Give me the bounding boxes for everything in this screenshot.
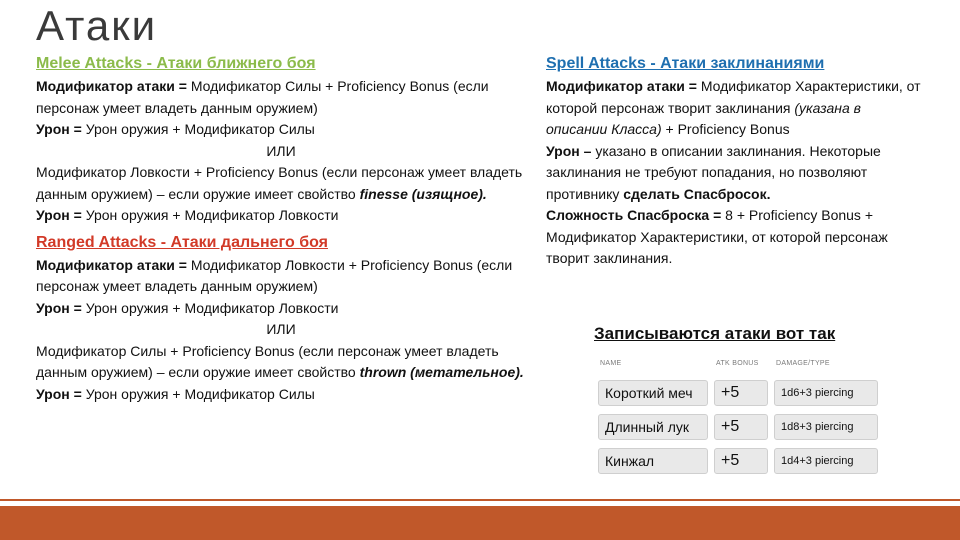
row-name: Длинный лук [598,414,708,440]
header-damage: DAMAGE/TYPE [776,360,830,367]
right-column [546,52,926,270]
ranged-or: ИЛИ [266,321,296,337]
text: Модификатор Ловкости + Proficiency Bonus (если персонаж умеет владеть данным оружием) – если оружие имеет свойство [36,164,523,202]
ranged-thrown-damage [36,384,526,406]
page-title: Атаки [36,2,158,49]
row-name: Короткий меч [598,380,708,406]
label: Сложность Спасброска = [546,207,726,223]
label: Модификатор атаки = [36,256,191,273]
row-damage: 1d6+3 piercing [774,380,878,406]
label: Урон = [36,207,86,223]
spell-damage [546,141,926,206]
left-column [36,52,526,405]
row-damage: 1d4+3 piercing [774,448,878,474]
text: Урон оружия + Модификатор Ловкости [85,207,339,223]
text: Модификатор Силы + Proficiency Bonus (если персонаж умеет владеть данным оружием) [36,78,489,116]
class-note: (указана в описании Класса) [546,99,861,137]
thrown-term: thrown (метательное). [359,364,524,380]
text: Модификатор Силы + Proficiency Bonus (если персонаж умеет владеть данным оружием) – если оружие имеет свойство [36,342,499,380]
text: Урон оружия + Модификатор Ловкости [85,299,339,316]
finesse-term: finesse (изящное). [359,185,487,202]
row-bonus: +5 [714,380,768,406]
footer-bar [0,506,960,540]
attack-table [598,360,880,480]
spell-save-dc [546,205,926,270]
ranged-thrown [36,341,526,384]
label: Урон = [36,121,86,137]
label: Модификатор атаки = [546,78,701,94]
melee-finesse-damage [36,205,526,227]
label: Урон – [546,142,596,159]
row-bonus: +5 [714,448,768,474]
ranged-heading: Ranged Attacks - Атаки дальнего боя [36,233,328,251]
label: Урон = [36,299,86,316]
melee-attack-modifier [36,76,526,119]
row-name: Кинжал [598,448,708,474]
label: Урон = [36,385,86,402]
text: + Proficiency Bonus [661,121,790,137]
text: Модификатор Характеристики, от которой персонаж творит заклинания [546,78,921,116]
spell-heading: Spell Attacks - Атаки заклинаниями [546,55,825,72]
records-caption: Записываются атаки вот так [594,324,836,343]
ranged-attack-modifier [36,255,526,298]
text: Модификатор Ловкости + Proficiency Bonus (если персонаж умеет владеть данным оружием) [36,256,513,294]
row-bonus: +5 [714,414,768,440]
melee-damage [36,119,526,141]
saving-throw-term: сделать Спасбросок. [623,185,771,202]
text: Урон оружия + Модификатор Силы [85,121,315,137]
melee-heading: Melee Attacks - Атаки ближнего боя [36,55,316,72]
text: указано в описании заклинания. Некоторые заклинания не требуют попадания, но позволяют противнику [546,142,881,202]
header-name: NAME [600,360,622,367]
text: Урон оружия + Модификатор Силы [85,385,315,402]
ranged-damage [36,298,526,320]
header-atk-bonus: ATK BONUS [716,360,759,367]
footer-divider [0,499,960,501]
label: Модификатор атаки = [36,78,191,94]
melee-finesse [36,162,526,205]
spell-attack-modifier [546,76,926,141]
text: 8 + Proficiency Bonus + Модификатор Характеристики, от которой персонаж творит заклинания. [546,207,888,266]
row-damage: 1d8+3 piercing [774,414,878,440]
melee-or: ИЛИ [266,142,296,159]
